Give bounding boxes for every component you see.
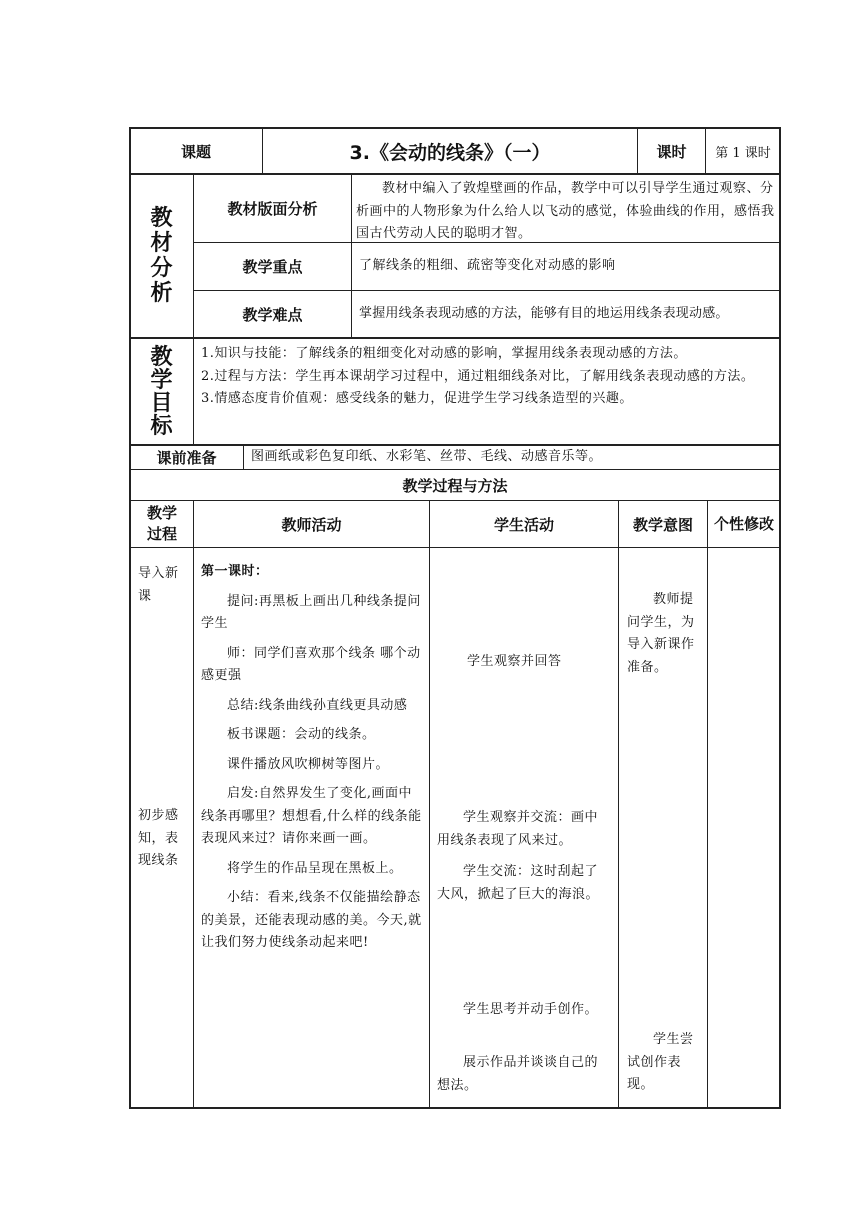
process-section-title: 教学过程与方法 (402, 476, 508, 495)
student-activity-1: 学生观察并回答 (467, 654, 562, 669)
objective-item: 1.知识与技能：了解线条的粗细变化对动感的影响，掌握用线条表现动感的方法。 (201, 346, 687, 361)
period-value: 第 1 课时 (715, 145, 771, 161)
student-activity-2: 学生观察并交流：画中用线条表现了风来过。 (437, 810, 599, 848)
textbook-analysis-label: 教材版面分析 (227, 200, 318, 218)
stage-intro: 导入新课 (138, 566, 179, 604)
analysis-section-label: 教 材 分 析 (150, 206, 173, 306)
student-activity-5: 展示作品并谈谈自己的想法。 (437, 1055, 599, 1093)
notes-column (708, 548, 780, 1107)
preparation-label: 课前准备 (156, 449, 217, 467)
objective-item: 2.过程与方法：学生再本课胡学习过程中，通过粗细线条对比，了解用线条表现动感的方法。 (201, 368, 755, 384)
teacher-heading: 第一课时： (201, 564, 269, 579)
teacher-paragraph: 小结：看来,线条不仅能描绘静态的美景，还能表现动感的美。今天,就让我们努力使线条动起来吧! (201, 890, 422, 950)
teacher-paragraph: 启发:自然界发生了变化,画面中线条再哪里？想想看,什么样的线条能表现风来过？请你来画一画。 (201, 786, 422, 846)
column-header-intent: 教学意图 (632, 515, 693, 534)
difficult-point-text: 掌握用线条表现动感的方法，能够有目的地运用线条表现动感。 (359, 305, 729, 321)
intent-2: 学生尝试创作表现。 (627, 1032, 694, 1092)
teacher-paragraph: 提问:再黑板上画出几种线条提问学生 (201, 593, 421, 631)
teacher-paragraph: 师：同学们喜欢那个线条 哪个动感更强 (201, 645, 421, 683)
teacher-activity (201, 561, 425, 955)
difficult-point-label: 教学难点 (242, 305, 303, 324)
column-header-teacher: 教师活动 (281, 515, 342, 534)
teacher-paragraph: 板书课题：会动的线条。 (227, 727, 376, 742)
intent-1: 教师提问学生，为导入新课作准备。 (627, 592, 695, 675)
lesson-title: 3.《会动的线条》（一） (349, 141, 551, 164)
student-activity-3: 学生交流：这时刮起了大风，掀起了巨大的海浪。 (437, 864, 600, 902)
teacher-paragraph: 总结:线条曲线孙直线更具动感 (227, 697, 408, 713)
teacher-paragraph: 课件播放风吹柳树等图片。 (227, 756, 390, 772)
column-header-student: 学生活动 (493, 515, 554, 534)
period-label: 课时 (656, 142, 687, 161)
column-header-stage: 教学过程 (146, 504, 177, 543)
column-header-notes: 个性修改 (713, 514, 774, 533)
objectives-list (201, 343, 779, 443)
preparation-text: 图画纸或彩色复印纸、水彩笔、丝带、毛线、动感音乐等。 (251, 449, 603, 465)
teacher-paragraph: 将学生的作品呈现在黑板上。 (227, 860, 403, 876)
stage-perception: 初步感知，表现线条 (138, 808, 179, 868)
textbook-analysis-text: 教材中编入了敦煌壁画的作品，教学中可以引导学生通过观察、分析画中的人物形象为什么给人以飞动的感觉，体验曲线的作用，感悟我国古代劳动人民的聪明才智。 (356, 181, 775, 241)
key-point-text: 了解线条的粗细、疏密等变化对动感的影响 (359, 258, 616, 274)
student-activity-4: 学生思考并动手创作。 (463, 1002, 599, 1017)
topic-label: 课题 (180, 142, 211, 161)
objectives-section-label: 教 学 目 标 (150, 345, 173, 439)
objective-item: 3.情感态度肯价值观：感受线条的魅力，促进学生学习线条造型的兴趣。 (201, 391, 633, 406)
key-point-label: 教学重点 (242, 258, 303, 276)
